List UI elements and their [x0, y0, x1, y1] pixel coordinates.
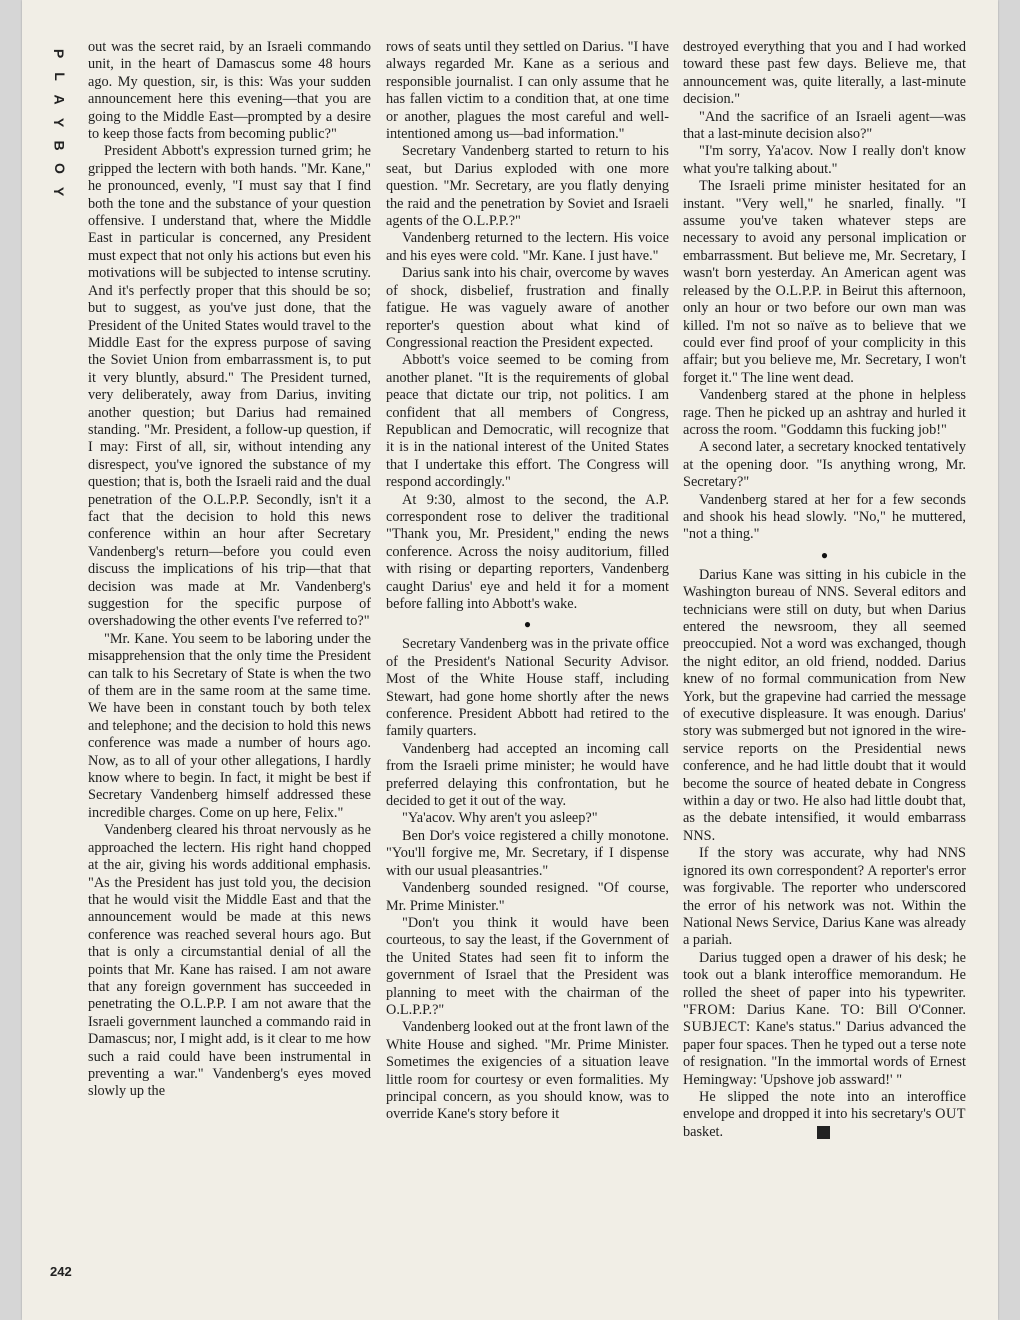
- basket-word: basket.: [683, 1123, 724, 1140]
- out-label: OUT: [935, 1106, 966, 1123]
- paragraph: destroyed everything that you and I had worked toward these past few days. Believe me, that announcement was, quite literally, a last-minute decision.": [683, 39, 966, 108]
- memo-from-label: FROM:: [688, 1001, 736, 1018]
- paragraph: "Mr. Kane. You seem to be laboring under the misapprehension that the only time the President can talk to his Secretary of State is when the two of them are in the same room at the same time. We have been in constant touch by both telex and telephone; and the decision to hold this news conference was made a number of hours ago. Now, as to all of your other allegations, I hardly know where to begin. In fact, it might be best if Secretary Vandenberg himself addressed these incredible charges. Come on up here, Felix.": [88, 630, 371, 821]
- paragraph: Vandenberg sounded resigned. "Of course, Mr. Prime Minister.": [386, 880, 669, 914]
- memo-from-value: Darius Kane.: [746, 1001, 830, 1018]
- paragraph: Ben Dor's voice registered a chilly monotone. "You'll forgive me, Mr. Secretary, if I dispense with our usual pleasantries.": [386, 827, 669, 879]
- paragraph: Darius sank into his chair, overcome by waves of shock, disbelief, frustration and finally fatigue. He was vaguely aware of another reporter's question about what kind of Congressional reaction the President expected.: [386, 265, 669, 351]
- masthead-letter: P: [51, 48, 68, 59]
- memo-to-value: Bill O'Conner.: [875, 1001, 966, 1018]
- page-number: 242: [50, 1264, 72, 1279]
- paragraph: "I'm sorry, Ya'acov. Now I really don't know what you're talking about.": [683, 143, 966, 177]
- paragraph: A second later, a secretary knocked tentatively at the opening door. "Is anything wrong, Mr. Secretary?": [683, 439, 966, 491]
- section-break-dot: ●: [820, 547, 829, 562]
- memo-intro: Darius tugged open a drawer of his desk; he took out a blank interoffice memorandum. He rolled the sheet of paper into his typewriter.: [683, 949, 966, 1001]
- masthead-letter: A: [51, 94, 68, 105]
- paragraph: rows of seats until they settled on Darius. "I have always regarded Mr. Kane as a serious and responsible journalist. I can only assume that he has fallen victim to a condition that, at one time or another, plagues the most careful and well-intentioned among us—bad information.": [386, 39, 669, 143]
- rabbit-logo-end-mark-icon: ◆: [817, 1126, 830, 1139]
- paragraph: President Abbott's expression turned grim; he gripped the lectern with both hands. "Mr. Kane," he pronounced, evenly, "I must say that I find both the tone and the substance of your question offensive. I understand that, where the Middle East in particular is concerned, any President must expect that not only his actions but even his motivations will be subjected to intense scrutiny. And it's perfectly proper that this should be so; but to suggest, as you've just done, that the President of the United States would travel to the Middle East for the express purpose of saving the Soviet Union from embarrassment is, to put it very bluntly, absurd." The President turned, very deliberately, away from Darius, inviting another question; but Darius had remained standing. "Mr. President, a follow-up question, if I may: First of all, sir, without intending any disrespect, you've ignored the substance of my question; that is, both the Israeli raid and the dual penetration of the O.L.P.P. Secondly, isn't it a fact that the decision to hold this news conference within an hour after Secretary Vandenberg's return—before you could even discuss the implications of his trip—that that decision was made at Mr. Vandenberg's suggestion for the specific purpose of overshadowing the other events I've referred to?": [88, 143, 371, 630]
- paragraph: The Israeli prime minister hesitated for an instant. "Very well," he snarled, finally. "I assume you've taken whatever steps are necessary to avoid any personal implication or embarrassment. But believe me, Mr. Secretary, I wasn't born yesterday. An American agent was released by the O.L.P.P. in Beirut this afternoon, only an hour or two before our own man was killed. I'm not so naïve as to believe that we could ever find proof of your complicity in this affair; but you believe me, Mr. Secretary, I won't forget it." The line went dead.: [683, 178, 966, 386]
- paragraph: Vandenberg stared at the phone in helpless rage. Then he picked up an ashtray and hurled it across the room. "Goddamn this fucking job!": [683, 387, 966, 438]
- text-column-3: [683, 39, 966, 1289]
- paragraph: "And the sacrifice of an Israeli agent—was that a last-minute decision also?": [683, 108, 966, 143]
- paragraph: Vandenberg stared at her for a few seconds and shook his head slowly. "No," he muttered, "not a thing.": [683, 491, 966, 543]
- memo-subject-label: SUBJECT:: [683, 1019, 751, 1036]
- paragraph: Vandenberg looked out at the front lawn of the White House and sighed. "Mr. Prime Minister. Sometimes the exigencies of a situation leave little room for courtesy or even formalities. My principal concern, as you should know, was to override Kane's story before it: [386, 1019, 669, 1123]
- masthead-letter: O: [51, 163, 68, 174]
- memo-subject-value: Kane's status.": [755, 1019, 842, 1036]
- masthead-letter: L: [51, 72, 68, 81]
- section-break-dot: ●: [523, 617, 532, 632]
- paragraph: At 9:30, almost to the second, the A.P. correspondent rose to deliver the traditional "Thank you, Mr. President," ending the news conference. Across the noisy auditorium, filled with rising or departing reporters, Vandenberg caught Darius' eye and held it for a moment before falling into Abbott's wake.: [386, 491, 669, 612]
- memo-to-label: TO:: [840, 1001, 865, 1018]
- paragraph: Abbott's voice seemed to be coming from another planet. "It is the requirements of global peace that dictate our trip, not politics. I am confident that all members of Congress, Republican and Democratic, will recognize that it is in the national interest of the United States that I undertake this effort. The Congress will respond accordingly.": [386, 352, 669, 491]
- paragraph: out was the secret raid, by an Israeli commando unit, in the heart of Damascus some 48 hours ago. My question, sir, is this: Was your sudden announcement here this evening—that you are going to the Middle East—prompted by a desire to keep those facts from becoming public?": [88, 39, 371, 143]
- paragraph: "Ya'acov. Why aren't you asleep?": [402, 810, 598, 827]
- paragraph: [683, 1089, 966, 1141]
- paragraph: Secretary Vandenberg was in the private office of the President's National Security Advisor. Most of the White House staff, including Stewart, had gone home shortly after the news conference. President Abbott had retired to the family quarters.: [386, 636, 669, 740]
- paragraph: [683, 950, 966, 1089]
- masthead-letter: B: [51, 140, 68, 151]
- paragraph: Vandenberg had accepted an incoming call from the Israeli prime minister; he would have preferred delaying this confrontation, but he decided to get it out of the way.: [386, 740, 669, 810]
- final-sentence: He slipped the note into an interoffice envelope and dropped it into his secretary's: [683, 1088, 966, 1123]
- paragraph: If the story was accurate, why had NNS ignored its own correspondent? A reporter's error was forgivable. The reporter who underscored the error of his network was not. Within the National News Service, Darius Kane was already a pariah.: [683, 845, 966, 949]
- masthead-letter: Y: [51, 186, 68, 197]
- masthead-letter: Y: [51, 117, 68, 128]
- text-column-2: [386, 39, 669, 1289]
- text-column-1: [88, 39, 371, 1289]
- paragraph: Darius Kane was sitting in his cubicle in the Washington bureau of NNS. Several editors and technicians were still on duty, but when Darius entered the newsroom, they all seemed preoccupied. Not a word was exchanged, though the night editor, an old friend, nodded. Darius knew of no formal communication from New York, but the grapevine had carried the message of executive displeasure. It was enough. Darius' story was submerged but not ignored in the wire-service reports on the Presidential news conference, and he had little doubt that it would become the source of heated debate in Congress within a day or two. He also had little doubt that, as the debate intensified, it would embarrass NNS.: [683, 566, 966, 844]
- magazine-page: [22, 0, 998, 1320]
- memo-open-quote: ": [683, 1001, 689, 1018]
- paragraph: Vandenberg cleared his throat nervously as he approached the lectern. His right hand chopped at the air, giving his words additional emphasis. "As the President has just told you, the decision that he would visit the Middle East and that the announcement would be made at this news conference was reached several hours ago. But that is only a circumstantial denial of all the points that Mr. Kane has raised. I am not aware that any foreign government has succeeded in penetrating the O.L.P.P. I am not aware that the Israeli government launched a commando raid in Damascus; nor, I might add, is it clear to me how such a raid could have been instrumental in preventing a war." Vandenberg's eyes moved slowly up the: [88, 822, 371, 1100]
- magazine-name-vertical: [49, 44, 69, 201]
- paragraph: "Don't you think it would have been courteous, to say the least, if the Government of the United States had seen fit to inform the government of Israel that the President was planning to meet with the chairman of the O.L.P.P.?": [386, 914, 669, 1018]
- paragraph: Secretary Vandenberg started to return to his seat, but Darius exploded with one more question. "Mr. Secretary, are you flatly denying the raid and the penetration by Soviet and Israeli agents of the O.L.P.P.?": [386, 143, 669, 230]
- memo-after: Darius advanced the paper four spaces. Then he typed out a terse note of resignation. "In the immortal words of Ernest Hemingway: 'Upshove job assward!' ": [683, 1019, 966, 1088]
- paragraph: Vandenberg returned to the lectern. His voice and his eyes were cold. "Mr. Kane. I just have.": [386, 230, 669, 264]
